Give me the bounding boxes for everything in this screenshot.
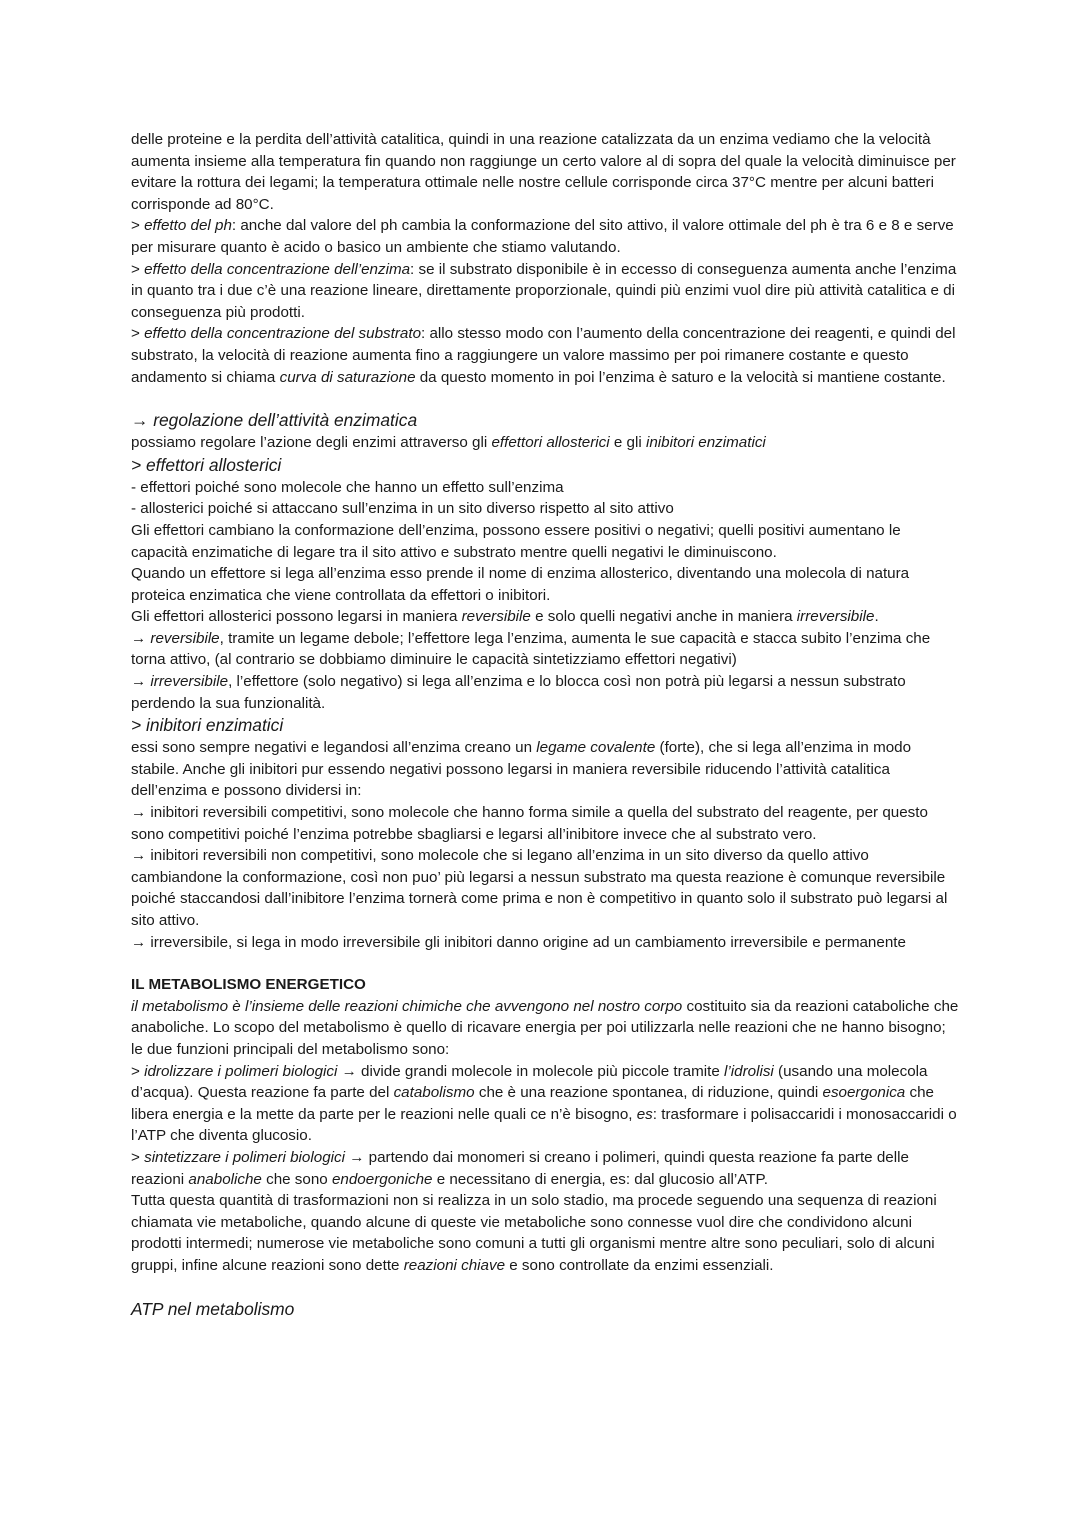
- list-item: - allosterici poiché si attaccano sull’enzima in un sito diverso rispetto al sito attivo: [131, 500, 674, 518]
- term-irreversible: irreversibile: [150, 673, 229, 691]
- term-irreversible: irreversibile: [796, 608, 875, 626]
- paragraph-regulation-intro: [131, 432, 961, 454]
- text: essi sono sempre negativi e legandosi all’enzima creano un: [131, 739, 537, 757]
- text: : se il substrato disponibile è in eccesso di conseguenza aumenta anche l’enzima in quanto tra i due c’è una reazione lineare, direttamente proporzionale, quindi più enzimi vuol dire più attività catalitica e di conseguenza più prodotti.: [131, 260, 957, 321]
- paragraph-reversible: [131, 628, 961, 671]
- text: da questo momento in poi l’enzima è saturo e la velocità si mantiene costante.: [415, 368, 946, 386]
- term-hydrolysis: l’idrolisi: [724, 1062, 774, 1080]
- term-ph-effect: effetto del ph: [144, 217, 232, 235]
- arrow-marker: →: [131, 673, 151, 691]
- heading-allosteric-effectors: > effettori allosterici: [131, 454, 282, 475]
- text: : allo stesso modo con l’aumento della concentrazione dei reagenti, e quindi del substrato, la velocità di reazione aumenta fino a raggiungere un valore massimo per poi rimanere costante e questo andamento si chiama: [131, 325, 956, 386]
- text: : anche dal valore del ph cambia la conformazione del sito attivo, il valore ottimale del ph è tra 6 e 8 e serve per misurare quanto è acido o basico un ambiente che stiamo valutando.: [131, 217, 954, 256]
- term-hydrolyze-polymers: idrolizzare i polimeri biologici: [144, 1062, 338, 1080]
- term-synthesize-polymers: sintetizzare i polimeri biologici: [144, 1148, 345, 1166]
- text: costituito sia da reazioni cataboliche che anaboliche. Lo scopo del metabolismo è quello di ricavare energia per poi utilizzarla nelle reazioni che ne hanno bisogno; le due funzioni principali del metabolismo sono:: [131, 997, 959, 1058]
- text: che libera energia e la mette da parte per le reazioni nelle quali ce n’è bisogno,: [131, 1084, 934, 1123]
- paragraph-effectors-conformation: Gli effettori cambiano la conformazione dell’enzima, possono essere positivi o negativi; quelli positivi aumentano le capacità enzimatiche di legare tra il sito attivo e substrato mentre quelli negativi le diminuiscono.: [131, 521, 901, 561]
- heading-enzyme-regulation: → regolazione dell’attività enzimatica: [131, 410, 418, 431]
- bullet-marker: >: [131, 260, 145, 278]
- term-saturation-curve: curva di saturazione: [279, 368, 416, 386]
- paragraph-ph-effect: [131, 215, 961, 258]
- text: → divide grandi molecole in molecole più piccole tramite: [337, 1062, 725, 1080]
- bullet-marker: >: [131, 1062, 145, 1080]
- bullet-marker: >: [131, 217, 145, 235]
- text: e sono controllate da enzimi essenziali.: [505, 1256, 774, 1274]
- term-covalent-bond: legame covalente: [536, 739, 656, 757]
- arrow-marker: →: [131, 629, 151, 647]
- bullet-marker: >: [131, 325, 145, 343]
- term-reversible: reversibile: [461, 608, 531, 626]
- paragraph-irreversible-inhibitors: → irreversibile, si lega in modo irreversibile gli inibitori danno origine ad un cambiamento irreversibile e permanente: [131, 933, 906, 951]
- term-reversible: reversibile: [150, 629, 220, 647]
- term-example: es: [636, 1105, 653, 1123]
- heading-atp-metabolism: ATP nel metabolismo: [131, 1298, 295, 1319]
- paragraph-metabolism-intro: [131, 996, 961, 1061]
- paragraph-hydrolysis: [131, 1061, 961, 1147]
- text: e gli: [609, 434, 646, 452]
- term-enzyme-concentration: effetto della concentrazione dell’enzima: [144, 260, 411, 278]
- term-key-reactions: reazioni chiave: [403, 1256, 506, 1274]
- text: che è una reazione spontanea, di riduzione, quindi: [474, 1084, 823, 1102]
- text: e necessitano di energia, es: dal glucosio all’ATP.: [432, 1170, 768, 1188]
- text: che sono: [261, 1170, 332, 1188]
- text: e solo quelli negativi anche in maniera: [530, 608, 797, 626]
- text: .: [874, 608, 879, 626]
- list-item: - effettori poiché sono molecole che hanno un effetto sull’enzima: [131, 478, 564, 496]
- text: (usando una molecola d’acqua). Questa reazione fa parte del: [131, 1062, 928, 1102]
- paragraph-irreversible: [131, 671, 961, 714]
- term-endergonic: endoergoniche: [331, 1170, 433, 1188]
- text: , tramite un legame debole; l’effettore lega l’enzima, aumenta le sue capacità e stacca subito l’enzima che torna attivo, (al contrario se dobbiamo diminuire le capacità sintetizziamo effettori negativi): [131, 629, 931, 669]
- paragraph-temperature: delle proteine e la perdita dell’attività catalitica, quindi in una reazione catalizzata da un enzima vediamo che la velocità aumenta insieme alla temperatura fin quando non raggiunge un certo valore al di sopra del quale la velocità diminuisce per evitare la rottura dei legami; la temperatura ottimale nelle nostre cellule corrisponde circa 37°C mentre per alcuni batteri corrisponde ad 80°C.: [131, 131, 956, 213]
- heading-energy-metabolism: IL METABOLISMO ENERGETICO: [131, 976, 366, 994]
- term-metabolism-definition: il metabolismo è l’insieme delle reazioni chimiche che avvengono nel nostro corpo: [131, 997, 683, 1015]
- term-catabolism: catabolismo: [393, 1084, 475, 1102]
- bullet-marker: >: [131, 1148, 145, 1166]
- text: Tutta questa quantità di trasformazioni non si realizza in un solo stadio, ma procede seguendo una sequenza di reazioni chiamata vie metaboliche, quando alcune di queste vie metaboliche sono connesse vuol dire che condividono alcuni prodotti intermedi; numerose vie metaboliche sono comuni a tutti gli organismi mentre altre sono peculiari, solo di alcuni gruppi, infine alcune reazioni sono dette: [131, 1192, 937, 1274]
- text: → partendo dai monomeri si creano i polimeri, quindi questa reazione fa parte delle reazioni: [131, 1148, 909, 1188]
- paragraph-reversible-irreversible: [131, 606, 961, 628]
- paragraph-inhibitors-intro: [131, 737, 961, 802]
- term-enzyme-inhibitors: inibitori enzimatici: [645, 434, 766, 452]
- text: , l’effettore (solo negativo) si lega all’enzima e lo blocca così non potrà più legarsi a nessun substrato perdendo la sua funzionalità.: [131, 673, 906, 712]
- term-allosteric-effectors: effettori allosterici: [491, 434, 610, 452]
- term-substrate-concentration: effetto della concentrazione del substrato: [144, 325, 422, 343]
- term-exergonic: esoergonica: [822, 1084, 906, 1102]
- text: (forte), che si lega all’enzima in modo stabile. Anche gli inibitori pur essendo negativi possono legarsi in maniera reversibile riducendo l’attività catalitica dell’enzima e possono dividersi in:: [131, 739, 912, 800]
- heading-enzyme-inhibitors: > inibitori enzimatici: [131, 715, 284, 736]
- paragraph-substrate-concentration: [131, 323, 961, 388]
- text: Gli effettori allosterici possono legarsi in maniera: [131, 608, 462, 626]
- text: : trasformare i polisaccaridi i monosaccaridi o l’ATP che diventa glucosio.: [131, 1105, 957, 1145]
- term-anabolic: anaboliche: [188, 1170, 262, 1188]
- paragraph-metabolic-pathways: [131, 1190, 961, 1276]
- text: possiamo regolare l’azione degli enzimi attraverso gli: [131, 434, 492, 452]
- paragraph-allosteric-enzyme: Quando un effettore si lega all’enzima esso prende il nome di enzima allosterico, diventando una molecola di natura proteica enzimatica che viene controllata da effettori o inibitori.: [131, 565, 910, 604]
- paragraph-synthesis: [131, 1147, 961, 1190]
- document-body: [131, 129, 961, 1321]
- paragraph-competitive-inhibitors: → inibitori reversibili competitivi, sono molecole che hanno forma simile a quella del substrato del reagente, per questo sono competitivi poiché l’enzima potrebbe sbagliarsi e legarsi all’inibitore invece che al substrato vero.: [131, 804, 928, 843]
- paragraph-enzyme-concentration: [131, 259, 961, 324]
- paragraph-noncompetitive-inhibitors: → inibitori reversibili non competitivi, sono molecole che si legano all’enzima in un sito diverso da quello attivo cambiandone la conformazione, così non puo’ più legarsi a nessun substrato ma questa reazione è comunque reversibile poiché staccandosi dall’inibitore l’enzima tornerà come prima e non è competitivo in quanto solo il substrato può legarsi al sito attivo.: [131, 847, 948, 929]
